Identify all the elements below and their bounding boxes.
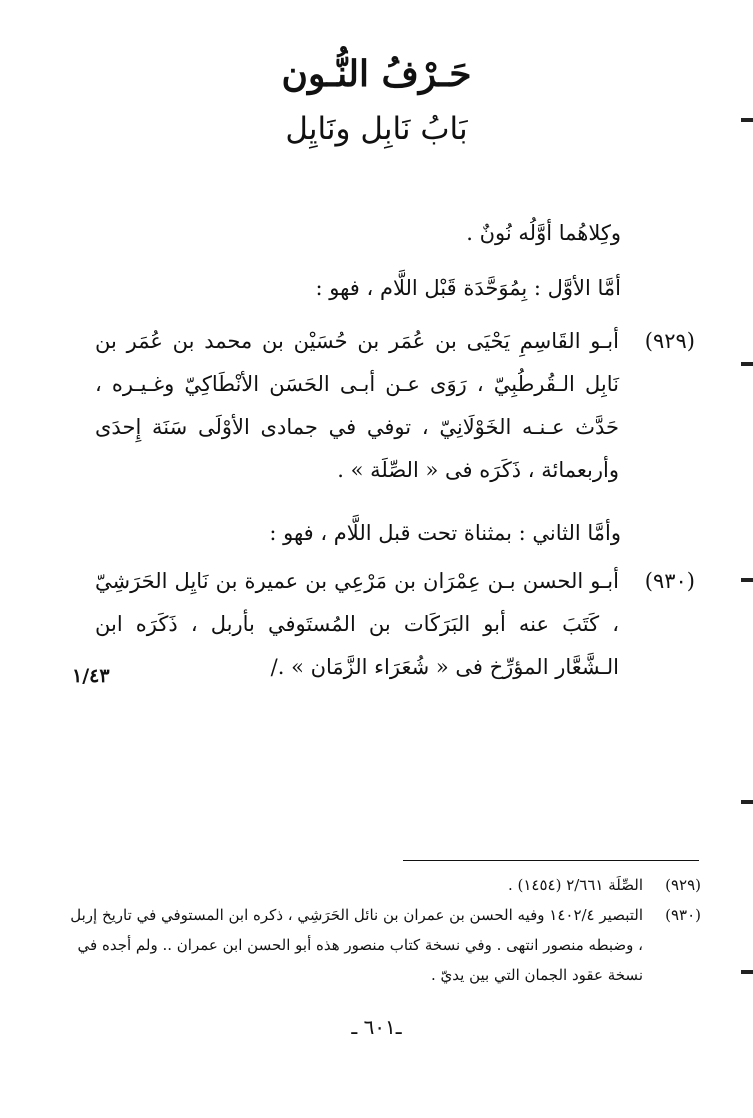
scan-edge-mark xyxy=(741,578,753,582)
entry-text: أبـو القَاسِمِ يَحْيَى بن عُمَر بن حُسَيْن بن محمد بن عُمَر بن نَابِل الـقُرطُبِيّ ، رَوَى عـن أبـى الحَسَن الأنْطَاكِيّ وغـيـره ، حَدَّث عـنـه الخَوْلَانِيّ ، توفي في جمادى الأوْلَى سَنَة إِحدَى وأربعمائة ، ذَكَرَه فى « الصِّلَة » . xyxy=(95,329,619,482)
entry-number: (٩٣٠) xyxy=(644,569,695,593)
section-title: بَابُ نَابِل ونَايِل xyxy=(285,111,468,147)
intro-line-1: وكِلاهُما أوَّلُه نُونٌ . xyxy=(466,221,621,245)
footnote-number: (٩٣٠) xyxy=(665,906,701,924)
entry-number: (٩٢٩) xyxy=(644,329,695,353)
scan-edge-mark xyxy=(741,970,753,974)
footnote-text: الصِّلَة ٢/٦٦١ (١٤٥٤) . xyxy=(507,876,643,894)
footnote-text: التبصير ١٤٠٢/٤ وفيه الحسن بن عمران بن نائل الحَرَشِي ، ذكره ابن المستوفي في تاريخ إربل ، وضبطه منصور انتهى . وفي نسخة كتاب منصور هذه أبو الحسن ابن عمران .. ولم أجده في نسخة عقود الجمان التي بين يديّ . xyxy=(70,906,643,984)
entry-930 xyxy=(95,560,695,689)
entry-929 xyxy=(95,320,695,492)
footnotes xyxy=(61,870,701,990)
second-intro-line: وأمَّا الثاني : بمثناة تحت قبل اللَّام ، فهو : xyxy=(269,521,621,545)
chapter-title: حَـرْفُ النُّـون xyxy=(281,53,472,95)
margin-reference: ١/٤٣ xyxy=(72,665,110,687)
scan-edge-mark xyxy=(741,800,753,804)
scan-edge-mark xyxy=(741,362,753,366)
footnote-929 xyxy=(61,870,701,900)
footnote-930 xyxy=(61,900,701,990)
page-number: ـ٦٠١ ـ xyxy=(351,1015,402,1039)
intro-line-2: أمَّا الأوَّل : بِمُوَحَّدَة قَبْل اللَّام ، فهو : xyxy=(315,276,621,300)
entry-text: أبـو الحسن بـن عِمْرَان بن مَرْعِي بن عميرة بن نَايِل الحَرَشِيّ ، كَتَبَ عنه أبو البَرَكَات بن المُستَوفي بأربل ، ذَكَرَه ابن الـشَّعَّار المؤرِّخ فى « شُعَرَاء الزَّمَان » ./ xyxy=(95,569,619,679)
footnote-number: (٩٢٩) xyxy=(665,876,701,894)
scan-edge-mark xyxy=(741,118,753,122)
footnote-divider xyxy=(403,860,699,861)
